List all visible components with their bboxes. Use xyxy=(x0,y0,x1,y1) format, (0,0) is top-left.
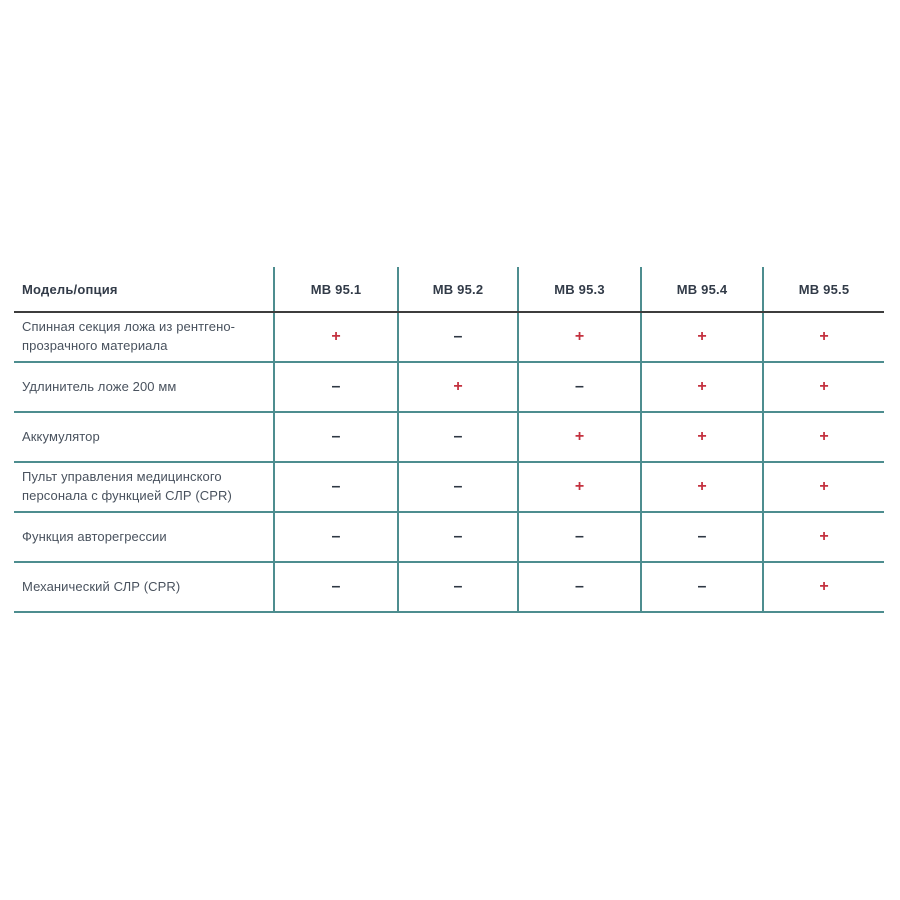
option-label: Спинная секция ложа из рентгено-прозрачного материала xyxy=(22,319,236,353)
model-column-header: МВ 95.2 xyxy=(397,267,517,311)
minus-mark: – xyxy=(273,563,397,611)
minus-mark: – xyxy=(397,513,517,561)
plus-mark: + xyxy=(762,413,884,461)
plus-mark: + xyxy=(517,413,640,461)
plus-mark: + xyxy=(762,563,884,611)
minus-mark: – xyxy=(273,363,397,411)
plus-mark: + xyxy=(640,313,762,361)
minus-mark: – xyxy=(640,563,762,611)
minus-mark: – xyxy=(397,313,517,361)
option-label: Удлинитель ложе 200 мм xyxy=(22,378,177,394)
plus-mark: + xyxy=(640,413,762,461)
option-label: Механический СЛР (CPR) xyxy=(22,578,181,594)
minus-mark: – xyxy=(273,413,397,461)
plus-mark: + xyxy=(762,463,884,511)
minus-mark: – xyxy=(517,513,640,561)
table-row xyxy=(14,563,884,613)
table-header-row xyxy=(14,267,884,313)
minus-mark: – xyxy=(273,513,397,561)
plus-mark: + xyxy=(762,513,884,561)
model-column-header: МВ 95.5 xyxy=(762,267,884,311)
option-label: Функция авторегрессии xyxy=(22,528,167,544)
table-row xyxy=(14,513,884,563)
minus-mark: – xyxy=(517,563,640,611)
plus-mark: + xyxy=(640,363,762,411)
table-row xyxy=(14,363,884,413)
table-row xyxy=(14,413,884,463)
option-label: Пульт управления медицинского персонала с функцией СЛР (CPR) xyxy=(22,469,232,503)
plus-mark: + xyxy=(397,363,517,411)
plus-mark: + xyxy=(762,313,884,361)
minus-mark: – xyxy=(397,413,517,461)
table-body xyxy=(14,313,884,613)
plus-mark: + xyxy=(273,313,397,361)
model-column-header: МВ 95.3 xyxy=(517,267,640,311)
minus-mark: – xyxy=(397,563,517,611)
plus-mark: + xyxy=(517,463,640,511)
table-row xyxy=(14,463,884,513)
table-row xyxy=(14,313,884,363)
option-label: Аккумулятор xyxy=(22,428,100,444)
model-column-header: МВ 95.4 xyxy=(640,267,762,311)
plus-mark: + xyxy=(762,363,884,411)
minus-mark: – xyxy=(517,363,640,411)
minus-mark: – xyxy=(397,463,517,511)
plus-mark: + xyxy=(640,463,762,511)
header-model-option-label: Модель/опция xyxy=(22,281,118,297)
minus-mark: – xyxy=(640,513,762,561)
model-column-header: МВ 95.1 xyxy=(273,267,397,311)
plus-mark: + xyxy=(517,313,640,361)
minus-mark: – xyxy=(273,463,397,511)
model-options-table xyxy=(14,267,884,613)
